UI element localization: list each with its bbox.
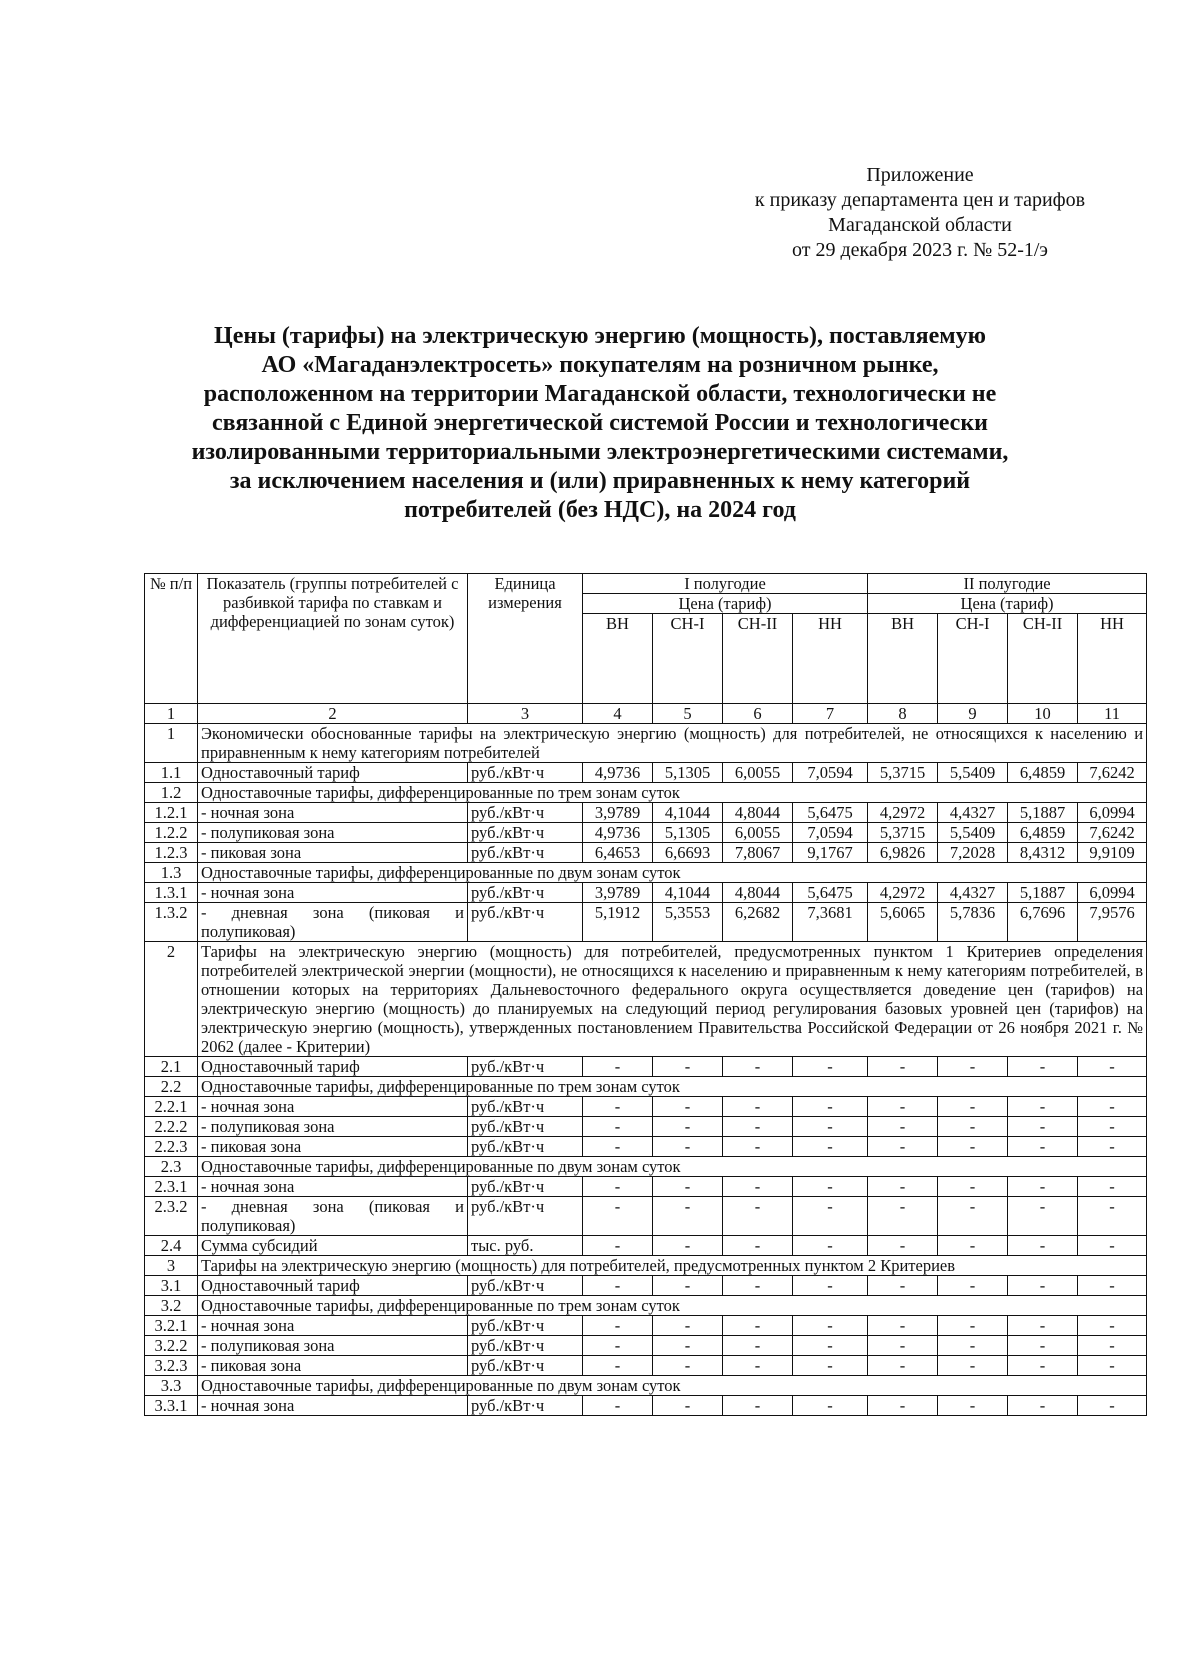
price-cell: -: [793, 1197, 868, 1236]
price-cell: -: [583, 1057, 653, 1077]
table-row: [145, 903, 1147, 942]
row-number: 3.3: [145, 1376, 198, 1396]
unit-cell: руб./кВт·ч: [468, 1276, 583, 1296]
price-cell: -: [868, 1396, 938, 1416]
unit-cell: руб./кВт·ч: [468, 1177, 583, 1197]
section-heading: Одноставочные тарифы, дифференцированные по двум зонам суток: [198, 1376, 1147, 1396]
price-cell: -: [583, 1236, 653, 1256]
price-cell: -: [653, 1097, 723, 1117]
price-cell: -: [1008, 1097, 1078, 1117]
price-cell: 7,3681: [793, 903, 868, 942]
table-row: [145, 1137, 1147, 1157]
price-cell: 5,1305: [653, 763, 723, 783]
price-cell: -: [1008, 1137, 1078, 1157]
price-cell: -: [1008, 1356, 1078, 1376]
header-half-1: I полугодие: [583, 574, 868, 594]
header-level: СН-II: [1008, 614, 1078, 704]
row-number: 3.1: [145, 1276, 198, 1296]
row-number: 1.1: [145, 763, 198, 783]
price-cell: -: [938, 1197, 1008, 1236]
header-price-1: Цена (тариф): [583, 594, 868, 614]
appendix-block: [700, 163, 1140, 263]
price-cell: -: [793, 1316, 868, 1336]
table-row: [145, 1117, 1147, 1137]
title-line: Цены (тарифы) на электрическую энергию (мощность), поставляемую: [214, 323, 986, 349]
price-cell: -: [653, 1236, 723, 1256]
table-row: [145, 1057, 1147, 1077]
row-number: 2.4: [145, 1236, 198, 1256]
price-cell: -: [583, 1197, 653, 1236]
price-cell: -: [1008, 1117, 1078, 1137]
section-row: [145, 1077, 1147, 1097]
price-cell: -: [938, 1057, 1008, 1077]
column-number: 6: [723, 704, 793, 724]
price-cell: 5,5409: [938, 823, 1008, 843]
row-number: 3.2.1: [145, 1316, 198, 1336]
section-heading: Одноставочные тарифы, дифференцированные по трем зонам суток: [198, 783, 1147, 803]
column-number: 4: [583, 704, 653, 724]
section-heading: Тарифы на электрическую энергию (мощность) для потребителей, предусмотренных пунктом 1 Критериев определения потребителей электрической энергии (мощности), не относящихся к населению и приравненным к нему категориям потребителей, в отношении которых на территориях Дальневосточного федерального округа осуществляется доведение цен (тарифов) на электрическую энергию (мощность) до планируемых на следующий период регулирования базовых уровней цен (тарифов) на электрическую энергию (мощность), утвержденных постановлением Правительства Российской Федерации от 26 ноября 2021 г. № 2062 (далее - Критерии): [198, 942, 1147, 1057]
price-cell: 5,7836: [938, 903, 1008, 942]
appendix-line: Приложение: [866, 164, 974, 186]
price-cell: 5,1912: [583, 903, 653, 942]
price-cell: -: [868, 1117, 938, 1137]
appendix-line: от 29 декабря 2023 г. № 52-1/э: [791, 239, 1049, 261]
price-cell: -: [1008, 1336, 1078, 1356]
table-row: [145, 883, 1147, 903]
indicator-name: - полупиковая зона: [198, 823, 468, 843]
table-row: [145, 763, 1147, 783]
header-level: СН-I: [653, 614, 723, 704]
price-cell: -: [1078, 1316, 1147, 1336]
price-cell: -: [1008, 1177, 1078, 1197]
section-row: [145, 863, 1147, 883]
price-cell: -: [868, 1276, 938, 1296]
indicator-name: - ночная зона: [198, 1177, 468, 1197]
price-cell: 6,4859: [1008, 763, 1078, 783]
section-row: [145, 1157, 1147, 1177]
price-cell: -: [1008, 1396, 1078, 1416]
section-heading: Одноставочные тарифы, дифференцированные по трем зонам суток: [198, 1296, 1147, 1316]
price-cell: 4,9736: [583, 763, 653, 783]
price-cell: 6,4859: [1008, 823, 1078, 843]
price-cell: 5,6065: [868, 903, 938, 942]
price-cell: 6,0055: [723, 763, 793, 783]
unit-cell: руб./кВт·ч: [468, 803, 583, 823]
price-cell: 4,4327: [938, 803, 1008, 823]
row-number: 3: [145, 1256, 198, 1276]
row-number: 2.2.3: [145, 1137, 198, 1157]
price-cell: 6,2682: [723, 903, 793, 942]
price-cell: -: [793, 1396, 868, 1416]
document-title: [110, 322, 1090, 525]
column-number: 2: [198, 704, 468, 724]
price-cell: 5,1887: [1008, 883, 1078, 903]
price-cell: 4,8044: [723, 803, 793, 823]
header-price-2: Цена (тариф): [868, 594, 1147, 614]
price-cell: -: [1008, 1276, 1078, 1296]
price-cell: -: [868, 1356, 938, 1376]
price-cell: 6,6693: [653, 843, 723, 863]
indicator-name: - пиковая зона: [198, 843, 468, 863]
price-cell: 3,9789: [583, 803, 653, 823]
unit-cell: руб./кВт·ч: [468, 1356, 583, 1376]
price-cell: -: [583, 1316, 653, 1336]
indicator-name: - дневная зона (пиковая и полупиковая): [198, 903, 468, 942]
row-number: 2.1: [145, 1057, 198, 1077]
row-number: 2.3.2: [145, 1197, 198, 1236]
price-cell: 7,6242: [1078, 823, 1147, 843]
unit-cell: руб./кВт·ч: [468, 823, 583, 843]
price-cell: 7,8067: [723, 843, 793, 863]
header-level: СН-I: [938, 614, 1008, 704]
price-cell: -: [653, 1336, 723, 1356]
row-number: 1.2: [145, 783, 198, 803]
price-cell: -: [793, 1276, 868, 1296]
table-row: [145, 1336, 1147, 1356]
row-number: 2.2.1: [145, 1097, 198, 1117]
price-cell: -: [793, 1236, 868, 1256]
price-cell: -: [1078, 1356, 1147, 1376]
price-cell: -: [1078, 1236, 1147, 1256]
unit-cell: тыс. руб.: [468, 1236, 583, 1256]
title-line: расположенном на территории Магаданской области, технологически не: [203, 381, 997, 407]
table-row: [145, 1236, 1147, 1256]
price-cell: -: [653, 1356, 723, 1376]
price-cell: 4,9736: [583, 823, 653, 843]
appendix-line: Магаданской области: [828, 214, 1012, 236]
price-cell: 6,0994: [1078, 883, 1147, 903]
header-level: ВН: [583, 614, 653, 704]
column-number: 7: [793, 704, 868, 724]
price-cell: -: [1078, 1336, 1147, 1356]
row-number: 3.2.2: [145, 1336, 198, 1356]
price-cell: -: [723, 1236, 793, 1256]
row-number: 3.2: [145, 1296, 198, 1316]
price-cell: -: [723, 1117, 793, 1137]
price-cell: 9,1767: [793, 843, 868, 863]
price-cell: -: [653, 1057, 723, 1077]
price-cell: -: [653, 1316, 723, 1336]
price-cell: -: [1078, 1117, 1147, 1137]
price-cell: -: [653, 1177, 723, 1197]
tariff-table: [144, 573, 1147, 1416]
table-row: [145, 1356, 1147, 1376]
price-cell: -: [1078, 1097, 1147, 1117]
price-cell: -: [723, 1137, 793, 1157]
price-cell: 5,1305: [653, 823, 723, 843]
table-row: [145, 1097, 1147, 1117]
price-cell: -: [793, 1177, 868, 1197]
table-row: [145, 1177, 1147, 1197]
price-cell: 7,0594: [793, 823, 868, 843]
table-row: [145, 1396, 1147, 1416]
title-line: за исключением населения и (или) приравненных к нему категорий: [229, 468, 971, 494]
price-cell: -: [653, 1396, 723, 1416]
row-number: 2.3.1: [145, 1177, 198, 1197]
unit-cell: руб./кВт·ч: [468, 1396, 583, 1416]
price-cell: -: [868, 1057, 938, 1077]
price-cell: -: [723, 1197, 793, 1236]
price-cell: -: [653, 1137, 723, 1157]
price-cell: 6,0994: [1078, 803, 1147, 823]
unit-cell: руб./кВт·ч: [468, 763, 583, 783]
price-cell: -: [1078, 1276, 1147, 1296]
column-number: 3: [468, 704, 583, 724]
price-cell: -: [938, 1276, 1008, 1296]
price-cell: 6,0055: [723, 823, 793, 843]
price-cell: 4,1044: [653, 883, 723, 903]
price-cell: -: [583, 1276, 653, 1296]
price-cell: -: [938, 1336, 1008, 1356]
section-heading: Одноставочные тарифы, дифференцированные по трем зонам суток: [198, 1077, 1147, 1097]
header-level: СН-II: [723, 614, 793, 704]
unit-cell: руб./кВт·ч: [468, 1057, 583, 1077]
header-unit: Единица измерения: [468, 574, 583, 704]
indicator-name: - ночная зона: [198, 883, 468, 903]
section-heading: Одноставочные тарифы, дифференцированные по двум зонам суток: [198, 863, 1147, 883]
table-row: [145, 1197, 1147, 1236]
title-line: потребителей (без НДС), на 2024 год: [404, 497, 796, 523]
price-cell: 9,9109: [1078, 843, 1147, 863]
table-row: [145, 823, 1147, 843]
indicator-name: - дневная зона (пиковая и полупиковая): [198, 1197, 468, 1236]
section-heading: Одноставочные тарифы, дифференцированные по двум зонам суток: [198, 1157, 1147, 1177]
price-cell: -: [1008, 1316, 1078, 1336]
price-cell: -: [793, 1057, 868, 1077]
row-number: 1.2.1: [145, 803, 198, 823]
price-cell: -: [938, 1356, 1008, 1376]
unit-cell: руб./кВт·ч: [468, 1097, 583, 1117]
unit-cell: руб./кВт·ч: [468, 883, 583, 903]
section-heading: Экономически обоснованные тарифы на электрическую энергию (мощность) для потребителей, не относящихся к населению и приравненным к нему категориям потребителей: [198, 724, 1147, 763]
unit-cell: руб./кВт·ч: [468, 1316, 583, 1336]
row-number: 1.2.2: [145, 823, 198, 843]
price-cell: -: [938, 1177, 1008, 1197]
table-row: [145, 1276, 1147, 1296]
row-number: 1.2.3: [145, 843, 198, 863]
price-cell: 5,3715: [868, 823, 938, 843]
price-cell: -: [868, 1177, 938, 1197]
price-cell: -: [938, 1396, 1008, 1416]
header-half-2: II полугодие: [868, 574, 1147, 594]
price-cell: -: [938, 1117, 1008, 1137]
indicator-name: Одноставочный тариф: [198, 763, 468, 783]
price-cell: -: [583, 1137, 653, 1157]
price-cell: -: [868, 1197, 938, 1236]
price-cell: -: [1078, 1177, 1147, 1197]
column-number: 11: [1078, 704, 1147, 724]
price-cell: -: [723, 1057, 793, 1077]
unit-cell: руб./кВт·ч: [468, 1197, 583, 1236]
price-cell: 5,3553: [653, 903, 723, 942]
indicator-name: Одноставочный тариф: [198, 1276, 468, 1296]
price-cell: -: [938, 1137, 1008, 1157]
header-row: [145, 574, 1147, 594]
column-number: 8: [868, 704, 938, 724]
column-number-row: [145, 704, 1147, 724]
section-heading: Тарифы на электрическую энергию (мощность) для потребителей, предусмотренных пунктом 2 Критериев: [198, 1256, 1147, 1276]
price-cell: 7,0594: [793, 763, 868, 783]
indicator-name: - пиковая зона: [198, 1137, 468, 1157]
price-cell: -: [1078, 1396, 1147, 1416]
price-cell: -: [723, 1097, 793, 1117]
price-cell: -: [583, 1336, 653, 1356]
price-cell: -: [1078, 1137, 1147, 1157]
table-body: [145, 724, 1147, 1416]
indicator-name: - ночная зона: [198, 1316, 468, 1336]
section-row: [145, 724, 1147, 763]
price-cell: -: [583, 1097, 653, 1117]
price-cell: 7,6242: [1078, 763, 1147, 783]
price-cell: 5,5409: [938, 763, 1008, 783]
price-cell: 6,7696: [1008, 903, 1078, 942]
unit-cell: руб./кВт·ч: [468, 843, 583, 863]
unit-cell: руб./кВт·ч: [468, 1117, 583, 1137]
title-line: связанной с Единой энергетической системой России и технологически: [212, 410, 988, 436]
price-cell: 5,1887: [1008, 803, 1078, 823]
column-number: 9: [938, 704, 1008, 724]
price-cell: -: [793, 1336, 868, 1356]
price-cell: -: [1008, 1197, 1078, 1236]
price-cell: 7,2028: [938, 843, 1008, 863]
indicator-name: Одноставочный тариф: [198, 1057, 468, 1077]
price-cell: -: [938, 1097, 1008, 1117]
table-row: [145, 803, 1147, 823]
price-cell: 7,9576: [1078, 903, 1147, 942]
indicator-name: - ночная зона: [198, 1097, 468, 1117]
price-cell: 6,9826: [868, 843, 938, 863]
section-row: [145, 783, 1147, 803]
column-number: 10: [1008, 704, 1078, 724]
indicator-name: - полупиковая зона: [198, 1117, 468, 1137]
title-line: АО «Магаданэлектросеть» покупателям на розничном рынке,: [261, 352, 939, 378]
price-cell: -: [938, 1316, 1008, 1336]
price-cell: 3,9789: [583, 883, 653, 903]
indicator-name: - полупиковая зона: [198, 1336, 468, 1356]
header-num: № п/п: [145, 574, 198, 704]
price-cell: -: [868, 1336, 938, 1356]
row-number: 2: [145, 942, 198, 1057]
indicator-name: - пиковая зона: [198, 1356, 468, 1376]
price-cell: -: [793, 1137, 868, 1157]
row-number: 1.3.2: [145, 903, 198, 942]
price-cell: 4,2972: [868, 883, 938, 903]
header-level: НН: [793, 614, 868, 704]
price-cell: -: [583, 1356, 653, 1376]
column-number: 1: [145, 704, 198, 724]
row-number: 1.3: [145, 863, 198, 883]
row-number: 2.2.2: [145, 1117, 198, 1137]
price-cell: -: [583, 1396, 653, 1416]
header-level: ВН: [868, 614, 938, 704]
price-cell: -: [793, 1097, 868, 1117]
unit-cell: руб./кВт·ч: [468, 1137, 583, 1157]
unit-cell: руб./кВт·ч: [468, 1336, 583, 1356]
price-cell: -: [653, 1197, 723, 1236]
price-cell: -: [793, 1117, 868, 1137]
price-cell: -: [868, 1236, 938, 1256]
section-row: [145, 942, 1147, 1057]
price-cell: -: [868, 1316, 938, 1336]
row-number: 2.3: [145, 1157, 198, 1177]
section-row: [145, 1376, 1147, 1396]
price-cell: -: [723, 1276, 793, 1296]
price-cell: 4,1044: [653, 803, 723, 823]
price-cell: 4,2972: [868, 803, 938, 823]
header-level: НН: [1078, 614, 1147, 704]
price-cell: -: [583, 1117, 653, 1137]
price-cell: 5,3715: [868, 763, 938, 783]
price-cell: -: [793, 1356, 868, 1376]
price-cell: -: [1078, 1057, 1147, 1077]
indicator-name: Сумма субсидий: [198, 1236, 468, 1256]
section-row: [145, 1296, 1147, 1316]
section-row: [145, 1256, 1147, 1276]
price-cell: -: [938, 1236, 1008, 1256]
price-cell: 4,8044: [723, 883, 793, 903]
unit-cell: руб./кВт·ч: [468, 903, 583, 942]
price-cell: 5,6475: [793, 803, 868, 823]
price-cell: 6,4653: [583, 843, 653, 863]
row-number: 3.2.3: [145, 1356, 198, 1376]
table-row: [145, 1316, 1147, 1336]
price-cell: 5,6475: [793, 883, 868, 903]
appendix-line: к приказу департамента цен и тарифов: [754, 189, 1086, 211]
row-number: 1: [145, 724, 198, 763]
header-indicator: Показатель (группы потребителей с разбивкой тарифа по ставкам и дифференциацией по зонам суток): [198, 574, 468, 704]
row-number: 2.2: [145, 1077, 198, 1097]
price-cell: -: [653, 1276, 723, 1296]
indicator-name: - ночная зона: [198, 803, 468, 823]
price-cell: -: [1008, 1057, 1078, 1077]
price-cell: 4,4327: [938, 883, 1008, 903]
row-number: 1.3.1: [145, 883, 198, 903]
row-number: 3.3.1: [145, 1396, 198, 1416]
price-cell: -: [868, 1097, 938, 1117]
column-number: 5: [653, 704, 723, 724]
price-cell: -: [723, 1316, 793, 1336]
price-cell: -: [653, 1117, 723, 1137]
price-cell: -: [723, 1356, 793, 1376]
title-line: изолированными территориальными электроэнергетическими системами,: [191, 439, 1009, 465]
price-cell: -: [723, 1336, 793, 1356]
price-cell: -: [723, 1396, 793, 1416]
table-row: [145, 843, 1147, 863]
price-cell: -: [1078, 1197, 1147, 1236]
price-cell: -: [583, 1177, 653, 1197]
price-cell: -: [723, 1177, 793, 1197]
price-cell: -: [1008, 1236, 1078, 1256]
indicator-name: - ночная зона: [198, 1396, 468, 1416]
price-cell: -: [868, 1137, 938, 1157]
price-cell: 8,4312: [1008, 843, 1078, 863]
